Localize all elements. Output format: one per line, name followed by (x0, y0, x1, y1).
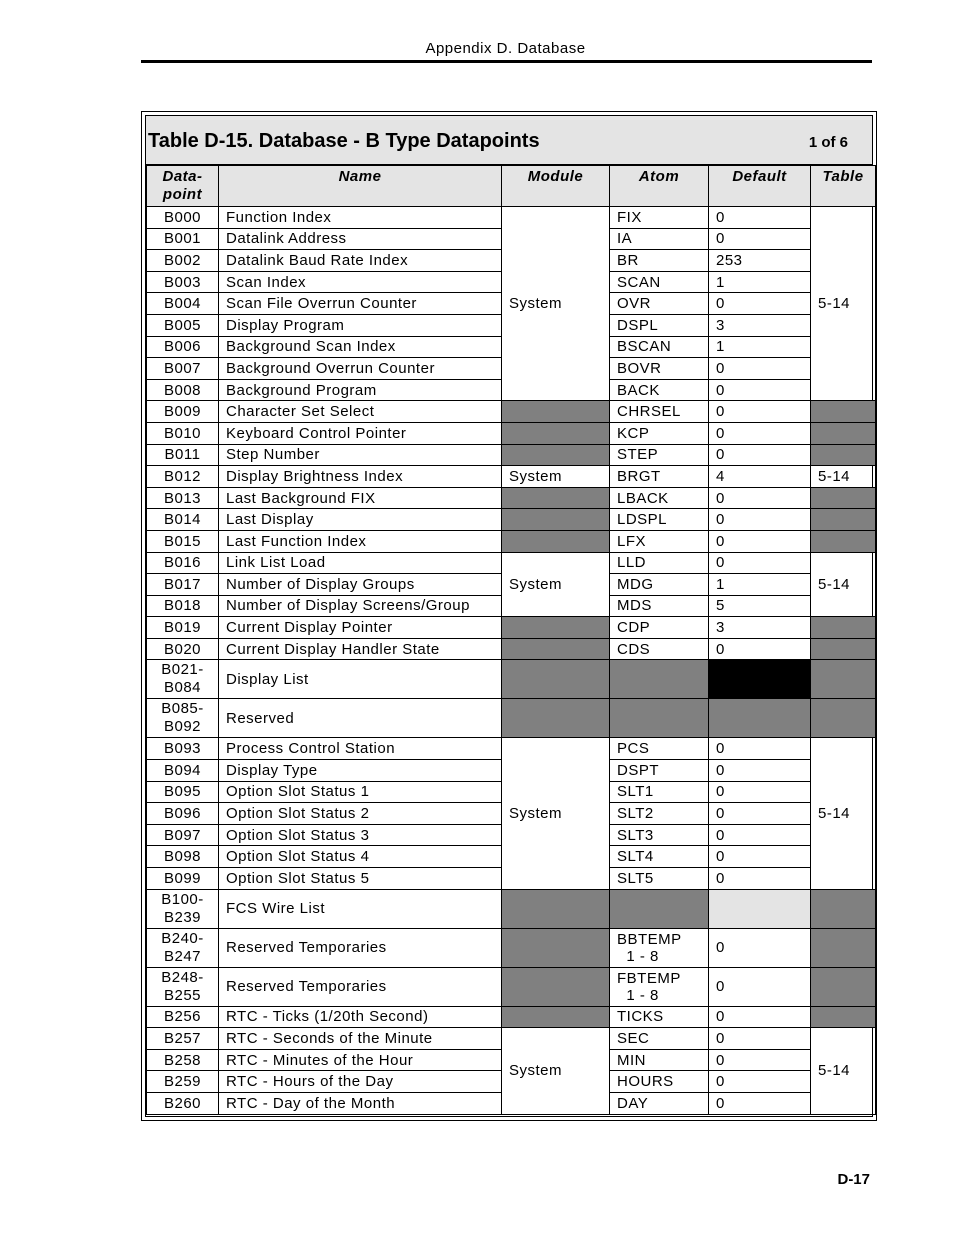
datapoint-cell: B006 (147, 336, 219, 358)
table-ref-cell: 5-14 (811, 552, 876, 617)
default-cell: 3 (709, 617, 811, 639)
shaded-cell (811, 967, 876, 1006)
atom-cell: SLT4 (610, 846, 709, 868)
table-ref-cell: 5-14 (811, 466, 876, 488)
shaded-cell (709, 699, 811, 738)
shaded-cell (502, 699, 610, 738)
shaded-cell (502, 660, 610, 699)
datapoint-cell: B240- B247 (147, 928, 219, 967)
name-cell: Last Display (219, 509, 502, 531)
atom-cell: FIX (610, 207, 709, 229)
running-header: Appendix D. Database (425, 40, 586, 57)
table-row (147, 967, 876, 1006)
name-cell: Reserved Temporaries (219, 967, 502, 1006)
name-cell: Link List Load (219, 552, 502, 574)
name-cell: Last Function Index (219, 530, 502, 552)
datapoint-cell: B021- B084 (147, 660, 219, 699)
default-cell: 3 (709, 314, 811, 336)
datapoint-cell: B012 (147, 466, 219, 488)
table-row (147, 444, 876, 466)
name-cell: Character Set Select (219, 401, 502, 423)
default-cell: 0 (709, 928, 811, 967)
table-row (147, 466, 876, 488)
name-cell: Background Scan Index (219, 336, 502, 358)
default-cell: 0 (709, 401, 811, 423)
shaded-cell (811, 699, 876, 738)
datapoint-cell: B100- B239 (147, 889, 219, 928)
atom-cell: DSPT (610, 760, 709, 782)
table-row (147, 660, 876, 699)
atom-cell: CHRSEL (610, 401, 709, 423)
name-cell: Option Slot Status 1 (219, 781, 502, 803)
datapoint-cell: B003 (147, 271, 219, 293)
datapoint-cell: B020 (147, 638, 219, 660)
default-cell: 0 (709, 422, 811, 444)
datapoint-cell: B097 (147, 824, 219, 846)
table-row (147, 509, 876, 531)
atom-cell: FBTEMP 1 - 8 (610, 967, 709, 1006)
default-cell: 1 (709, 574, 811, 596)
datapoint-cell: B011 (147, 444, 219, 466)
table-ref-cell: 5-14 (811, 738, 876, 889)
default-cell: 0 (709, 487, 811, 509)
module-cell: System (502, 207, 610, 401)
default-cell: 5 (709, 595, 811, 617)
table-title: Table D-15. Database - B Type Datapoints (148, 130, 540, 152)
shaded-cell (610, 699, 709, 738)
shaded-cell (811, 444, 876, 466)
default-cell: 0 (709, 530, 811, 552)
atom-cell: BRGT (610, 466, 709, 488)
atom-cell: BACK (610, 379, 709, 401)
default-cell: 1 (709, 271, 811, 293)
table-ref-cell: 5-14 (811, 207, 876, 401)
atom-cell: BOVR (610, 358, 709, 380)
col-header-default: Default (709, 166, 811, 207)
col-header-datapoint: Data- point (147, 166, 219, 207)
name-cell: RTC - Ticks (1/20th Second) (219, 1006, 502, 1028)
default-cell: 0 (709, 803, 811, 825)
module-cell: System (502, 466, 610, 488)
shaded-cell (502, 530, 610, 552)
table-title-bar (146, 116, 872, 165)
table-row (147, 928, 876, 967)
table-row (147, 738, 876, 760)
datapoint-cell: B019 (147, 617, 219, 639)
name-cell: Scan Index (219, 271, 502, 293)
shaded-cell (502, 928, 610, 967)
atom-cell: SCAN (610, 271, 709, 293)
default-cell: 0 (709, 293, 811, 315)
table-row (147, 889, 876, 928)
datapoint-cell: B015 (147, 530, 219, 552)
shaded-cell (502, 422, 610, 444)
shaded-cell (502, 401, 610, 423)
name-cell: Process Control Station (219, 738, 502, 760)
name-cell: Current Display Handler State (219, 638, 502, 660)
table-row (147, 1006, 876, 1028)
default-cell: 0 (709, 868, 811, 890)
name-cell: Background Program (219, 379, 502, 401)
table-row (147, 617, 876, 639)
shaded-cell (811, 422, 876, 444)
atom-cell: BBTEMP 1 - 8 (610, 928, 709, 967)
datapoint-cell: B002 (147, 250, 219, 272)
module-cell: System (502, 738, 610, 889)
name-cell: Background Overrun Counter (219, 358, 502, 380)
name-cell: Option Slot Status 4 (219, 846, 502, 868)
name-cell: Option Slot Status 3 (219, 824, 502, 846)
default-cell: 0 (709, 379, 811, 401)
table-page-count: 1 of 6 (808, 134, 848, 151)
default-cell: 0 (709, 1093, 811, 1115)
name-cell: Number of Display Screens/Group (219, 595, 502, 617)
default-cell: 0 (709, 638, 811, 660)
default-cell: 0 (709, 1006, 811, 1028)
default-cell: 0 (709, 552, 811, 574)
default-cell: 0 (709, 358, 811, 380)
name-cell: Datalink Address (219, 228, 502, 250)
shaded-cell (811, 617, 876, 639)
default-cell: 253 (709, 250, 811, 272)
name-cell: RTC - Seconds of the Minute (219, 1028, 502, 1050)
default-cell: 0 (709, 760, 811, 782)
table-row (147, 422, 876, 444)
atom-cell: PCS (610, 738, 709, 760)
datapoint-cell: B259 (147, 1071, 219, 1093)
default-cell: 0 (709, 846, 811, 868)
col-header-name: Name (219, 166, 502, 207)
atom-cell: STEP (610, 444, 709, 466)
shaded-cell (502, 889, 610, 928)
datapoint-cell: B008 (147, 379, 219, 401)
name-cell: Datalink Baud Rate Index (219, 250, 502, 272)
datapoint-cell: B257 (147, 1028, 219, 1050)
datapoint-cell: B094 (147, 760, 219, 782)
atom-cell: SLT2 (610, 803, 709, 825)
datapoint-cell: B099 (147, 868, 219, 890)
datapoint-cell: B010 (147, 422, 219, 444)
col-header-table: Table (811, 166, 876, 207)
default-cell: 0 (709, 781, 811, 803)
default-cell: 0 (709, 207, 811, 229)
shaded-cell (811, 401, 876, 423)
name-cell: Display Type (219, 760, 502, 782)
atom-cell: MDG (610, 574, 709, 596)
shaded-cell (811, 530, 876, 552)
shaded-cell (502, 617, 610, 639)
shaded-cell (610, 660, 709, 699)
shaded-cell (502, 638, 610, 660)
atom-cell: SLT5 (610, 868, 709, 890)
atom-cell: SEC (610, 1028, 709, 1050)
table-inner-frame (145, 115, 873, 1117)
atom-cell: CDS (610, 638, 709, 660)
datapoint-cell: B085- B092 (147, 699, 219, 738)
name-cell: Option Slot Status 2 (219, 803, 502, 825)
table-row (147, 699, 876, 738)
datapoint-cell: B256 (147, 1006, 219, 1028)
datapoint-cell: B018 (147, 595, 219, 617)
name-cell: Current Display Pointer (219, 617, 502, 639)
name-cell: RTC - Minutes of the Hour (219, 1049, 502, 1071)
default-cell: 0 (709, 1049, 811, 1071)
name-cell: Reserved (219, 699, 502, 738)
page-number: D-17 (837, 1171, 870, 1188)
shaded-cell (811, 889, 876, 928)
col-header-module: Module (502, 166, 610, 207)
shaded-cell (811, 660, 876, 699)
name-cell: Step Number (219, 444, 502, 466)
table-row (147, 487, 876, 509)
name-cell: Function Index (219, 207, 502, 229)
datapoint-cell: B007 (147, 358, 219, 380)
atom-cell: TICKS (610, 1006, 709, 1028)
name-cell: Number of Display Groups (219, 574, 502, 596)
table-row (147, 638, 876, 660)
shaded-cell (811, 638, 876, 660)
module-cell: System (502, 1028, 610, 1114)
name-cell: Reserved Temporaries (219, 928, 502, 967)
atom-cell: LFX (610, 530, 709, 552)
table-frame (141, 111, 877, 1121)
atom-cell: OVR (610, 293, 709, 315)
table-row (147, 401, 876, 423)
atom-cell: LLD (610, 552, 709, 574)
name-cell: Display List (219, 660, 502, 699)
datapoint-cell: B005 (147, 314, 219, 336)
atom-cell: MDS (610, 595, 709, 617)
datapoint-cell: B258 (147, 1049, 219, 1071)
blacked-cell (709, 660, 811, 699)
default-cell: 0 (709, 738, 811, 760)
atom-cell: SLT3 (610, 824, 709, 846)
datapoint-cell: B095 (147, 781, 219, 803)
atom-cell: KCP (610, 422, 709, 444)
shaded-cell (502, 967, 610, 1006)
default-cell: 4 (709, 466, 811, 488)
atom-cell: LBACK (610, 487, 709, 509)
name-cell: Display Brightness Index (219, 466, 502, 488)
shaded-cell (811, 1006, 876, 1028)
name-cell: RTC - Hours of the Day (219, 1071, 502, 1093)
light-cell (709, 889, 811, 928)
datapoint-cell: B096 (147, 803, 219, 825)
datapoint-cell: B004 (147, 293, 219, 315)
name-cell: Scan File Overrun Counter (219, 293, 502, 315)
default-cell: 0 (709, 444, 811, 466)
datapoint-table (146, 165, 876, 1115)
shaded-cell (610, 889, 709, 928)
default-cell: 0 (709, 1028, 811, 1050)
datapoint-cell: B248- B255 (147, 967, 219, 1006)
table-row (147, 207, 876, 229)
datapoint-cell: B260 (147, 1093, 219, 1115)
atom-cell: CDP (610, 617, 709, 639)
shaded-cell (502, 509, 610, 531)
table-row (147, 552, 876, 574)
name-cell: FCS Wire List (219, 889, 502, 928)
default-cell: 0 (709, 1071, 811, 1093)
default-cell: 0 (709, 967, 811, 1006)
shaded-cell (811, 509, 876, 531)
datapoint-cell: B017 (147, 574, 219, 596)
shaded-cell (502, 1006, 610, 1028)
default-cell: 0 (709, 228, 811, 250)
table-header-row (147, 166, 876, 207)
atom-cell: MIN (610, 1049, 709, 1071)
default-cell: 0 (709, 509, 811, 531)
name-cell: Display Program (219, 314, 502, 336)
atom-cell: LDSPL (610, 509, 709, 531)
name-cell: Last Background FIX (219, 487, 502, 509)
name-cell: Option Slot Status 5 (219, 868, 502, 890)
name-cell: Keyboard Control Pointer (219, 422, 502, 444)
atom-cell: DSPL (610, 314, 709, 336)
shaded-cell (502, 487, 610, 509)
shaded-cell (502, 444, 610, 466)
datapoint-cell: B014 (147, 509, 219, 531)
datapoint-cell: B000 (147, 207, 219, 229)
datapoint-cell: B016 (147, 552, 219, 574)
atom-cell: IA (610, 228, 709, 250)
atom-cell: HOURS (610, 1071, 709, 1093)
module-cell: System (502, 552, 610, 617)
atom-cell: DAY (610, 1093, 709, 1115)
datapoint-cell: B001 (147, 228, 219, 250)
datapoint-cell: B013 (147, 487, 219, 509)
atom-cell: BSCAN (610, 336, 709, 358)
datapoint-cell: B009 (147, 401, 219, 423)
datapoint-cell: B098 (147, 846, 219, 868)
shaded-cell (811, 487, 876, 509)
table-row (147, 1028, 876, 1050)
default-cell: 0 (709, 824, 811, 846)
default-cell: 1 (709, 336, 811, 358)
table-row (147, 530, 876, 552)
col-header-atom: Atom (610, 166, 709, 207)
datapoint-cell: B093 (147, 738, 219, 760)
name-cell: RTC - Day of the Month (219, 1093, 502, 1115)
header-rule (141, 60, 872, 63)
shaded-cell (811, 928, 876, 967)
atom-cell: SLT1 (610, 781, 709, 803)
atom-cell: BR (610, 250, 709, 272)
table-ref-cell: 5-14 (811, 1028, 876, 1114)
